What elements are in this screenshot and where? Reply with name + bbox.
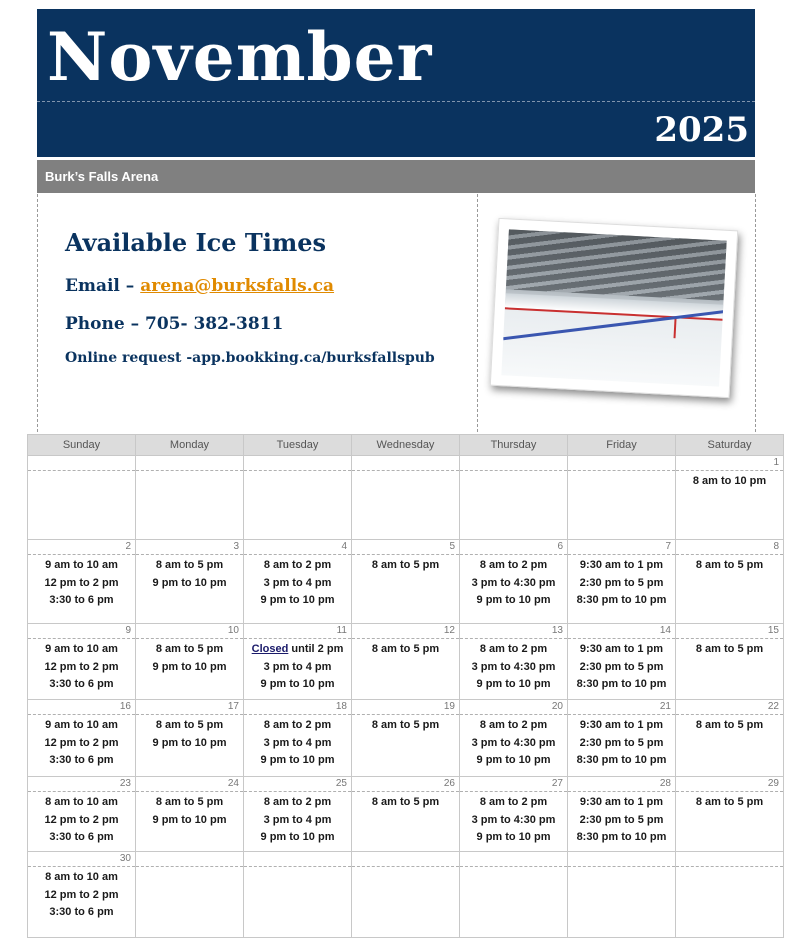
ice-times (136, 792, 243, 829)
ice-time-slot: 9:30 am to 1 pm (579, 719, 664, 731)
ice-times (28, 867, 135, 922)
ice-time-slot: 8 am to 2 pm (479, 796, 548, 808)
day-cell-5[interactable] (352, 540, 460, 624)
empty-day-cell (676, 852, 784, 938)
day-cell-13[interactable] (460, 624, 568, 700)
day-number (568, 852, 675, 867)
week-row (28, 456, 784, 540)
day-number (460, 852, 567, 867)
day-number: 22 (676, 700, 783, 715)
info-panel (37, 194, 478, 432)
ice-time-slot: 8:30 pm to 10 pm (576, 831, 667, 843)
ice-time-slot: 8:30 pm to 10 pm (576, 754, 667, 766)
day-number (136, 456, 243, 471)
weekday-wednesday: Wednesday (352, 435, 460, 456)
ice-time-slot: 9 pm to 10 pm (260, 831, 335, 843)
ice-time-slot: 12 pm to 2 pm (44, 736, 119, 749)
ice-time-slot: 8 am to 5 pm (155, 719, 224, 731)
ice-time-slot: 3 pm to 4 pm (263, 736, 332, 749)
day-cell-29[interactable] (676, 777, 784, 852)
ice-time-slot: 8 am to 5 pm (695, 719, 764, 731)
ice-time-slot: 12 pm to 2 pm (44, 576, 119, 589)
day-number: 28 (568, 777, 675, 792)
day-number (568, 456, 675, 471)
day-number: 10 (136, 624, 243, 639)
ice-time-slot: 8 am to 5 pm (695, 796, 764, 808)
day-cell-8[interactable] (676, 540, 784, 624)
day-cell-11[interactable] (244, 624, 352, 700)
empty-day-cell (136, 852, 244, 938)
day-number: 3 (136, 540, 243, 555)
ice-time-slot: 3 pm to 4:30 pm (471, 660, 556, 673)
ice-time-slot: 3:30 to 6 pm (49, 594, 114, 606)
day-cell-27[interactable] (460, 777, 568, 852)
ice-times (244, 792, 351, 847)
day-number: 24 (136, 777, 243, 792)
day-cell-1[interactable] (676, 456, 784, 540)
ice-times (28, 471, 135, 473)
ice-time-slot: 9 pm to 10 pm (152, 736, 227, 749)
ice-time-slot: 8 am to 2 pm (479, 643, 548, 655)
day-cell-23[interactable] (28, 777, 136, 852)
ice-time-slot: 9 am to 10 am (45, 559, 118, 571)
ice-time-slot: 9 pm to 10 pm (152, 813, 227, 826)
ice-time-slot: 12 pm to 2 pm (44, 888, 119, 901)
ice-times (676, 471, 783, 491)
ice-times (352, 792, 459, 812)
info-title: Available Ice Times (65, 228, 327, 257)
day-number: 8 (676, 540, 783, 555)
empty-day-cell (460, 852, 568, 938)
ice-time-text: until 2 pm (288, 643, 344, 655)
ice-rink-image (501, 229, 726, 386)
empty-day-cell (352, 852, 460, 938)
ice-times (352, 639, 459, 659)
ice-times (568, 555, 675, 610)
month-title: November (47, 18, 433, 96)
day-cell-12[interactable] (352, 624, 460, 700)
ice-time-slot: 9:30 am to 1 pm (579, 796, 664, 808)
day-number: 19 (352, 700, 459, 715)
ice-time-slot: 9 pm to 10 pm (476, 678, 551, 690)
day-cell-22[interactable] (676, 700, 784, 777)
day-number (352, 456, 459, 471)
day-number (352, 852, 459, 867)
rink-roof (506, 229, 727, 300)
day-number: 25 (244, 777, 351, 792)
ice-times (244, 555, 351, 610)
day-cell-30[interactable] (28, 852, 136, 938)
empty-day-cell (244, 852, 352, 938)
week-row (28, 852, 784, 938)
day-number: 26 (352, 777, 459, 792)
day-number: 12 (352, 624, 459, 639)
weekday-thursday: Thursday (460, 435, 568, 456)
ice-times (352, 867, 459, 869)
day-cell-2[interactable] (28, 540, 136, 624)
ice-times (28, 639, 135, 694)
email-line (65, 276, 334, 296)
ice-time-slot: 8 am to 5 pm (371, 796, 440, 808)
empty-day-cell (136, 456, 244, 540)
day-number: 23 (28, 777, 135, 792)
ice-time-slot: 12 pm to 2 pm (44, 660, 119, 673)
online-request-line: Online request -app.bookking.ca/burksfallspub (65, 350, 435, 366)
ice-time-slot: 3:30 to 6 pm (49, 678, 114, 690)
ice-time-slot: 8 am to 5 pm (371, 643, 440, 655)
ice-time-slot: 8 am to 2 pm (479, 559, 548, 571)
day-cell-18[interactable] (244, 700, 352, 777)
day-number: 15 (676, 624, 783, 639)
ice-times (244, 867, 351, 869)
day-cell-26[interactable] (352, 777, 460, 852)
ice-times (460, 715, 567, 770)
email-label: Email – (65, 276, 141, 296)
ice-time-slot: 9 pm to 10 pm (476, 831, 551, 843)
day-number: 29 (676, 777, 783, 792)
rink-goal-line (674, 318, 677, 338)
ice-times (676, 555, 783, 575)
day-cell-15[interactable] (676, 624, 784, 700)
ice-time-slot: 8 am to 5 pm (155, 643, 224, 655)
ice-time-slot: 9:30 am to 1 pm (579, 643, 664, 655)
day-number: 20 (460, 700, 567, 715)
ice-time-slot: 3 pm to 4:30 pm (471, 576, 556, 589)
weekday-saturday: Saturday (676, 435, 784, 456)
day-number: 16 (28, 700, 135, 715)
ice-times (460, 471, 567, 473)
day-cell-7[interactable] (568, 540, 676, 624)
day-number: 30 (28, 852, 135, 867)
day-number: 7 (568, 540, 675, 555)
ice-times (28, 792, 135, 847)
photo-panel (478, 194, 756, 432)
ice-times (568, 639, 675, 694)
day-cell-28[interactable] (568, 777, 676, 852)
day-number: 18 (244, 700, 351, 715)
ice-times (568, 471, 675, 473)
empty-day-cell (460, 456, 568, 540)
day-number: 9 (28, 624, 135, 639)
day-number: 14 (568, 624, 675, 639)
day-number: 27 (460, 777, 567, 792)
ice-times (136, 555, 243, 592)
ice-times (460, 792, 567, 847)
week-row (28, 540, 784, 624)
ice-time-slot: 3:30 to 6 pm (49, 754, 114, 766)
ice-time-slot: 8 am to 5 pm (695, 559, 764, 571)
venue-bar (37, 160, 755, 193)
venue-name: Burk’s Falls Arena (45, 169, 159, 184)
empty-day-cell (352, 456, 460, 540)
day-number (460, 456, 567, 471)
ice-times (244, 715, 351, 770)
ice-time-slot: 12 pm to 2 pm (44, 813, 119, 826)
weekday-friday: Friday (568, 435, 676, 456)
ice-time-slot: 9 pm to 10 pm (476, 594, 551, 606)
empty-day-cell (28, 456, 136, 540)
day-cell-20[interactable] (460, 700, 568, 777)
ice-time-slot: 2:30 pm to 5 pm (579, 736, 664, 749)
ice-times (460, 867, 567, 869)
ice-times (352, 471, 459, 473)
ice-times (28, 555, 135, 610)
day-cell-3[interactable] (136, 540, 244, 624)
day-cell-10[interactable] (136, 624, 244, 700)
email-link[interactable]: arena@burksfalls.ca (140, 276, 335, 296)
ice-times (568, 715, 675, 770)
ice-times (28, 715, 135, 770)
ice-time-slot: 8 am to 10 pm (692, 475, 767, 487)
ice-times (568, 792, 675, 847)
week-row (28, 777, 784, 852)
calendar-grid (27, 434, 784, 938)
ice-time-slot: 8 am to 5 pm (371, 559, 440, 571)
ice-times (460, 555, 567, 610)
ice-times (460, 639, 567, 694)
day-cell-16[interactable] (28, 700, 136, 777)
day-cell-19[interactable] (352, 700, 460, 777)
ice-time-slot: 9 pm to 10 pm (260, 678, 335, 690)
ice-time-slot: 8 am to 5 pm (371, 719, 440, 731)
day-number: 13 (460, 624, 567, 639)
ice-times (676, 715, 783, 735)
ice-time-slot: 2:30 pm to 5 pm (579, 813, 664, 826)
ice-times (352, 555, 459, 575)
day-cell-17[interactable] (136, 700, 244, 777)
ice-time-slot: 9 pm to 10 pm (152, 576, 227, 589)
ice-time-slot: 9 am to 10 am (45, 643, 118, 655)
day-number (28, 456, 135, 471)
day-number: 21 (568, 700, 675, 715)
ice-time-slot: 8 am to 2 pm (263, 796, 332, 808)
weekday-monday: Monday (136, 435, 244, 456)
day-number: 1 (676, 456, 783, 471)
closed-label: Closed (251, 643, 289, 655)
ice-time-slot: 3 pm to 4 pm (263, 576, 332, 589)
header-divider (37, 101, 755, 102)
ice-times (352, 715, 459, 735)
ice-times (136, 471, 243, 473)
calendar-header (37, 9, 755, 157)
day-cell-4[interactable] (244, 540, 352, 624)
ice-time-slot: 8:30 pm to 10 pm (576, 678, 667, 690)
ice-times (676, 792, 783, 812)
ice-time-slot: 9 pm to 10 pm (260, 754, 335, 766)
ice-time-slot: 3:30 to 6 pm (49, 906, 114, 918)
week-row (28, 700, 784, 777)
ice-time-slot: 8 am to 2 pm (263, 559, 332, 571)
ice-time-slot: 9 am to 10 am (45, 719, 118, 731)
day-number (244, 456, 351, 471)
ice-time-slot: 3 pm to 4:30 pm (471, 736, 556, 749)
ice-time-slot (244, 641, 351, 659)
day-cell-25[interactable] (244, 777, 352, 852)
day-cell-14[interactable] (568, 624, 676, 700)
year-title: 2025 (654, 110, 749, 150)
ice-times (136, 867, 243, 869)
ice-times (676, 639, 783, 659)
day-number: 2 (28, 540, 135, 555)
ice-times (136, 639, 243, 676)
day-number: 4 (244, 540, 351, 555)
arena-photo (490, 218, 738, 398)
ice-time-slot: 9 pm to 10 pm (152, 660, 227, 673)
weekday-tuesday: Tuesday (244, 435, 352, 456)
ice-times (244, 639, 351, 694)
ice-time-slot: 8 am to 10 am (45, 796, 118, 808)
day-number: 5 (352, 540, 459, 555)
ice-time-slot: 8 am to 10 am (45, 871, 118, 883)
ice-times (136, 715, 243, 752)
day-number: 17 (136, 700, 243, 715)
day-number (244, 852, 351, 867)
empty-day-cell (568, 852, 676, 938)
ice-time-slot: 9 pm to 10 pm (476, 754, 551, 766)
phone-line: Phone – 705- 382-3811 (65, 314, 284, 334)
ice-time-slot: 8 am to 5 pm (155, 559, 224, 571)
empty-day-cell (568, 456, 676, 540)
ice-time-slot: 2:30 pm to 5 pm (579, 660, 664, 673)
ice-time-slot: 9:30 am to 1 pm (579, 559, 664, 571)
ice-time-slot: 8 am to 5 pm (155, 796, 224, 808)
week-row (28, 624, 784, 700)
ice-time-slot: 3 pm to 4 pm (263, 813, 332, 826)
empty-day-cell (244, 456, 352, 540)
ice-time-slot: 8:30 pm to 10 pm (576, 594, 667, 606)
ice-time-slot: 8 am to 2 pm (479, 719, 548, 731)
weekday-header-row (28, 435, 784, 456)
ice-time-slot: 2:30 pm to 5 pm (579, 576, 664, 589)
day-number (676, 852, 783, 867)
ice-time-slot: 3 pm to 4:30 pm (471, 813, 556, 826)
day-number: 6 (460, 540, 567, 555)
ice-times (676, 867, 783, 869)
day-number (136, 852, 243, 867)
ice-times (568, 867, 675, 869)
day-number: 11 (244, 624, 351, 639)
day-cell-24[interactable] (136, 777, 244, 852)
ice-time-slot: 8 am to 2 pm (263, 719, 332, 731)
ice-time-slot: 9 pm to 10 pm (260, 594, 335, 606)
ice-time-slot: 8 am to 5 pm (695, 643, 764, 655)
weekday-sunday: Sunday (28, 435, 136, 456)
day-cell-21[interactable] (568, 700, 676, 777)
ice-times (244, 471, 351, 473)
ice-time-slot: 3 pm to 4 pm (263, 660, 332, 673)
ice-time-slot: 3:30 to 6 pm (49, 831, 114, 843)
day-cell-6[interactable] (460, 540, 568, 624)
day-cell-9[interactable] (28, 624, 136, 700)
